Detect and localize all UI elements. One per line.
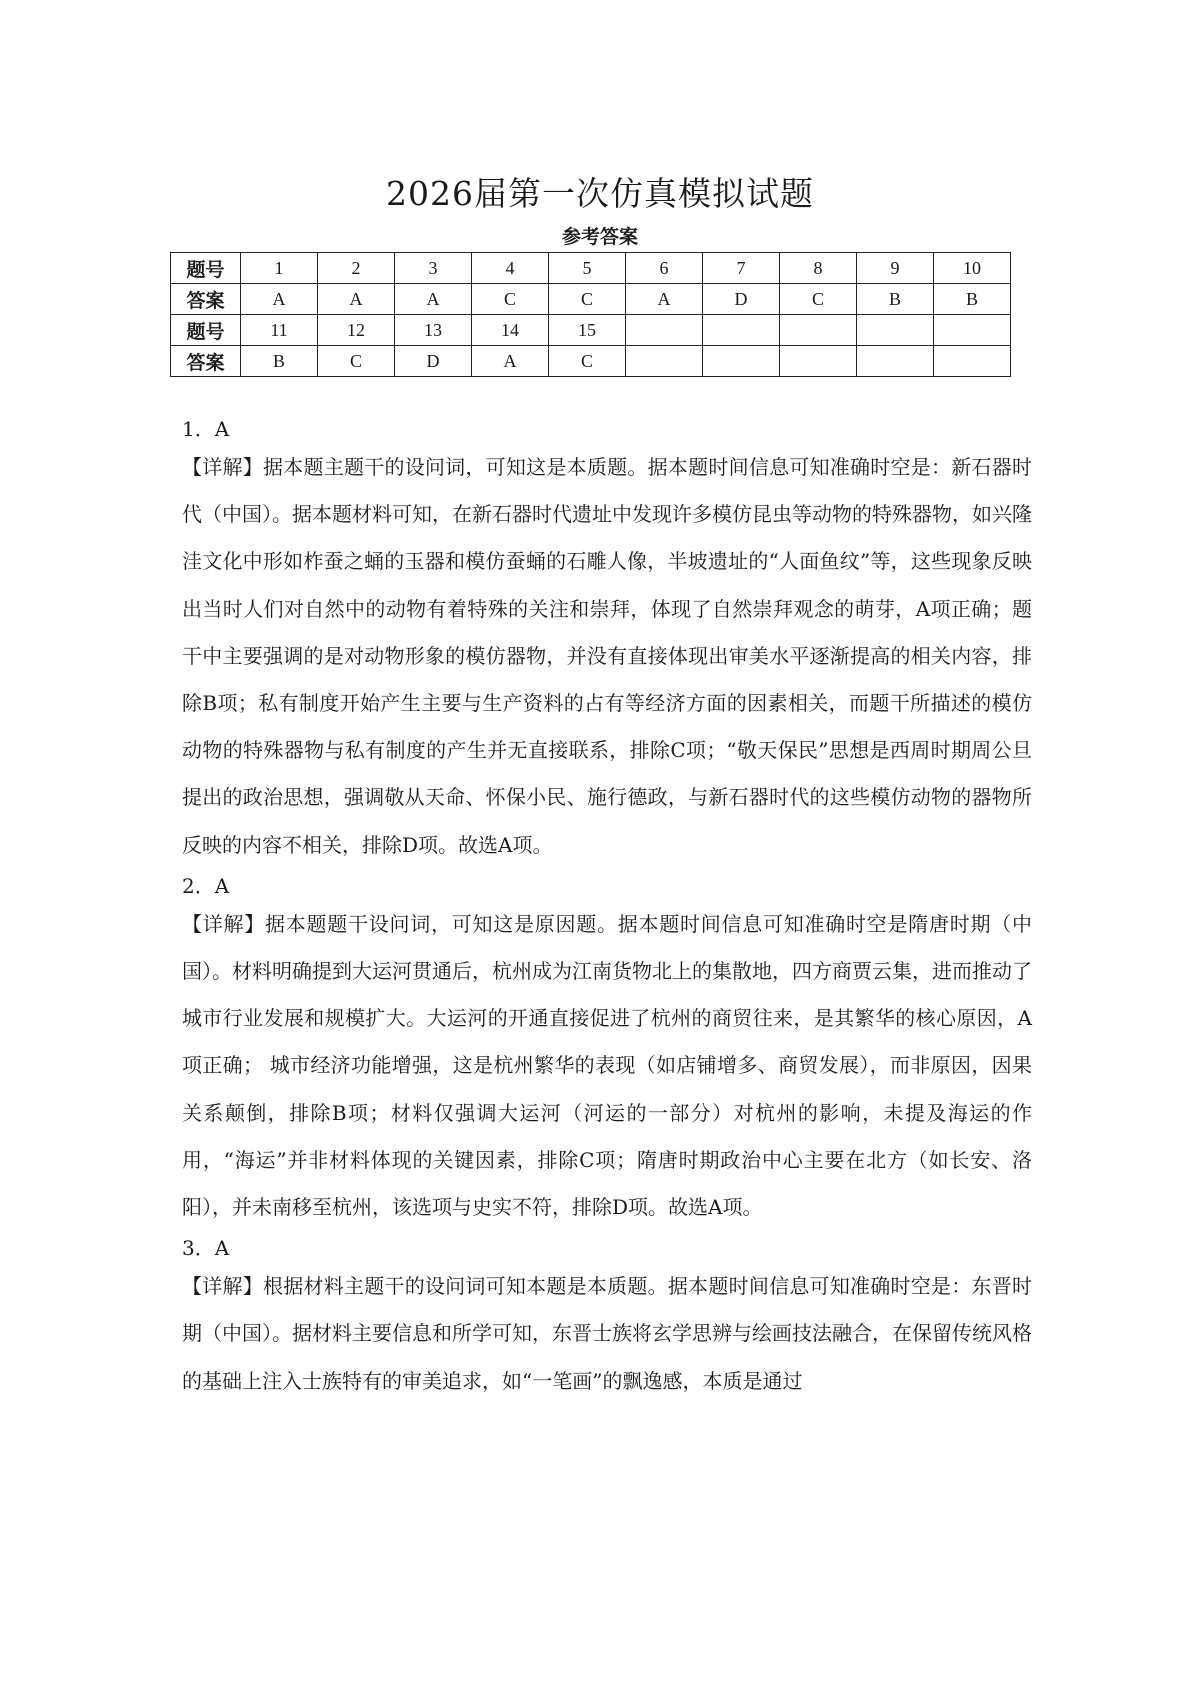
answer-table-cell: 15 [549, 315, 626, 346]
answer-table-cell [934, 346, 1011, 377]
answer-table-cell: D [703, 284, 780, 315]
answer-table-row-header: 答案 [171, 284, 241, 315]
question-explanation [182, 1263, 1032, 1405]
explanation-label: 【详解】 [182, 1274, 263, 1299]
answer-table-cell [934, 315, 1011, 346]
answer-table-cell [703, 346, 780, 377]
answer-table-cell: B [934, 284, 1011, 315]
answer-table-cell: 10 [934, 253, 1011, 284]
answer-table-cell: A [626, 284, 703, 315]
document-subtitle: 参考答案 [561, 226, 638, 248]
answer-table-row [171, 253, 1011, 284]
answer-table-row-header: 答案 [171, 346, 241, 377]
answer-table-cell [703, 315, 780, 346]
answer-table-cell: 2 [318, 253, 395, 284]
answer-table-cell: A [241, 284, 318, 315]
question-explanation [182, 444, 1032, 869]
answer-table-cell [857, 346, 934, 377]
answer-explanations [182, 412, 1032, 1405]
answer-table-cell: B [857, 284, 934, 315]
question-number: 1．A [182, 417, 230, 441]
answer-table-cell: C [318, 346, 395, 377]
answer-table-cell: 11 [241, 315, 318, 346]
explanation-label: 【详解】 [182, 911, 265, 936]
question-explanation [182, 901, 1032, 1231]
answer-table-cell: C [549, 346, 626, 377]
answer-table-cell: B [241, 346, 318, 377]
answer-table-cell: 7 [703, 253, 780, 284]
answer-table-cell: C [472, 284, 549, 315]
answer-table-cell: 9 [857, 253, 934, 284]
answer-table-cell [626, 315, 703, 346]
answer-table-cell [780, 346, 857, 377]
answer-table-row-header: 题号 [171, 253, 241, 284]
answer-table-cell: 6 [626, 253, 703, 284]
answer-table-cell: 12 [318, 315, 395, 346]
answer-table-row [171, 284, 1011, 315]
answer-table-cell [857, 315, 934, 346]
answer-table-row [171, 315, 1011, 346]
answer-table-cell: D [395, 346, 472, 377]
answer-table-cell: 1 [241, 253, 318, 284]
answer-table-cell: A [395, 284, 472, 315]
answer-table-cell: C [549, 284, 626, 315]
explanation-text: 根据材料主题干的设问词可知本题是本质题。据本题时间信息可知准确时空是：东晋时期（中国）。据材料主要信息和所学可知，东晋士族将玄学思辨与绘画技法融合，在保留传统风格的基础上注入士族特有的审美追求，如“一笔画”的飘逸感，本质是通过 [182, 1274, 1033, 1393]
explanation-text: 据本题主题干的设问词，可知这是本质题。据本题时间信息可知准确时空是：新石器时代（中国）。据本题材料可知，在新石器时代遗址中发现许多模仿昆虫等动物的特殊器物，如兴隆洼文化中形如柞蚕之蛹的玉器和模仿蚕蛹的石雕人像，半坡遗址的“人面鱼纹”等，这些现象反映出当时人们对自然中的动物有着特殊的关注和崇拜，体现了自然崇拜观念的萌芽，A项正确；题干中主要强调的是对动物形象的模仿器物，并没有直接体现出审美水平逐渐提高的相关内容，排除B项；私有制度开始产生主要与生产资料的占有等经济方面的因素相关，而题干所描述的模仿动物的特殊器物与私有制度的产生并无直接联系，排除C项；“敬天保民”思想是西周时期周公旦提出的政治思想，强调敬从天命、怀保小民、施行德政，与新石器时代的这些模仿动物的器物所反映的内容不相关，排除D项。故选A项。 [182, 455, 1033, 857]
answer-table-cell: 14 [472, 315, 549, 346]
answer-table-cell: A [318, 284, 395, 315]
question-number: 2．A [182, 873, 230, 898]
answer-table-cell: C [780, 284, 857, 315]
answer-table-cell: 13 [395, 315, 472, 346]
answer-table-cell: A [472, 346, 549, 377]
answer-table-cell: 5 [549, 253, 626, 284]
answer-table-row-header: 题号 [171, 315, 241, 346]
answer-table-cell [780, 315, 857, 346]
answer-table-cell [626, 346, 703, 377]
answer-table-cell: 8 [780, 253, 857, 284]
explanation-label: 【详解】 [182, 455, 263, 479]
answer-table-row [171, 346, 1011, 377]
document-title: 2026届第一次仿真模拟试题 [386, 174, 814, 213]
answer-table-cell: 3 [395, 253, 472, 284]
answer-table [170, 252, 1011, 377]
question-number: 3．A [182, 1236, 230, 1261]
explanation-text: 据本题题干设问词，可知这是原因题。据本题时间信息可知准确时空是隋唐时期（中国）。材料明确提到大运河贯通后，杭州成为江南货物北上的集散地，四方商贾云集，进而推动了城市行业发展和规模扩大。大运河的开通直接促进了杭州的商贸往来，是其繁华的核心原因，A项正确； 城市经济功能增强，这是杭州繁华的表现（如店铺增多、商贸发展），而非原因，因果关系颠倒，排除B项；材料仅强调大运河（河运的一部分）对杭州的影响，未提及海运的作用，“海运”并非材料体现的关键因素，排除C项；隋唐时期政治中心主要在北方（如长安、洛阳），并未南移至杭州，该选项与史实不符，排除D项。故选A项。 [182, 911, 1032, 1220]
answer-table-body [171, 253, 1011, 377]
answer-table-cell: 4 [472, 253, 549, 284]
